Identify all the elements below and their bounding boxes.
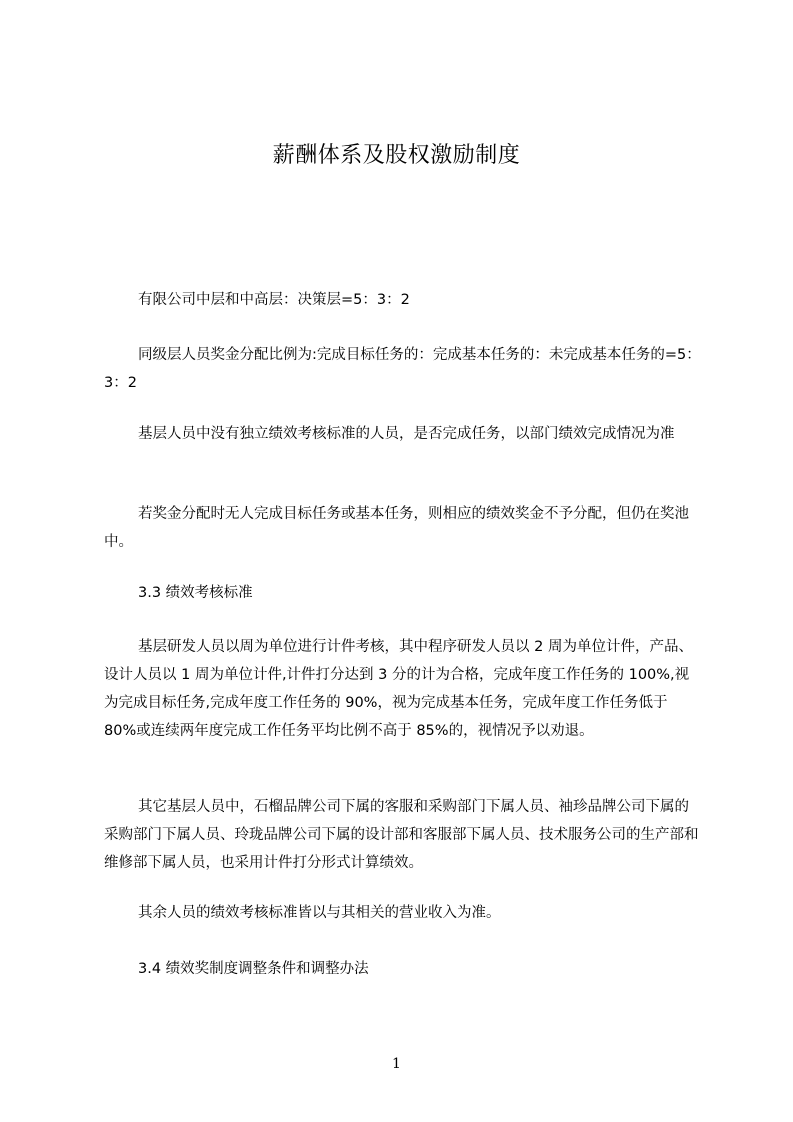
section-heading-3-3: 3.3 绩效考核标准 <box>138 585 253 601</box>
paragraph-rd-assessment: 基层研发人员以周为单位进行计件考核，其中程序研发人员以 2 周为单位计件，产品、设计人员以 1 周为单位计件,计件打分达到 3 分的计为合格，完成年度工作任务的 100%,视为完成目标任务,完成年度工作任务的 90%，视为完成基本任务，完成年度工作任务低于 80%或连续两年度完成工作任务平均比例不高于 85%的，视情况予以劝退。 <box>104 639 693 739</box>
paragraph-basic-staff: 基层人员中没有独立绩效考核标准的人员，是否完成任务，以部门绩效完成情况为准 <box>138 426 675 442</box>
paragraph-remaining-staff: 其余人员的绩效考核标准皆以与其相关的营业收入为准。 <box>138 905 501 921</box>
paragraph-other-staff: 其它基层人员中，石榴品牌公司下属的客服和采购部门下属人员、袖珍品牌公司下属的采购部门下属人员、玲珑品牌公司下属的设计部和客服部下属人员、技术服务公司的生产部和维修部下属人员，也采用计件打分形式计算绩效。 <box>104 799 699 871</box>
paragraph-bonus-ratio: 同级层人员奖金分配比例为:完成目标任务的：完成基本任务的：未完成基本任务的=5：3：2 <box>104 347 701 391</box>
paragraph-ratio-levels: 有限公司中层和中高层：决策层=5：3：2 <box>138 292 410 308</box>
section-heading-3-4: 3.4 绩效奖制度调整条件和调整办法 <box>138 961 369 977</box>
paragraph-no-completion: 若奖金分配时无人完成目标任务或基本任务，则相应的绩效奖金不予分配，但仍在奖池中。 <box>104 506 689 550</box>
page-number: 1 <box>392 1056 401 1072</box>
document-title: 薪酬体系及股权激励制度 <box>272 143 521 168</box>
